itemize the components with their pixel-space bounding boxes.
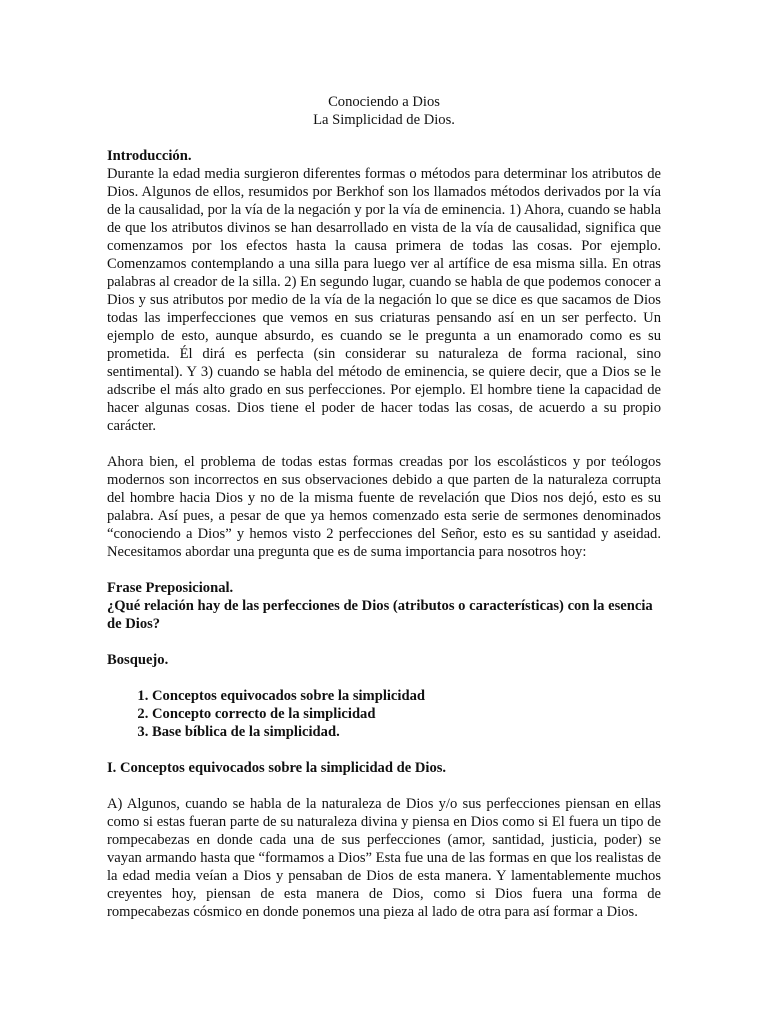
- frase-question: ¿Qué relación hay de las perfecciones de Dios (atributos o características) con la esencia de Dios?: [107, 598, 653, 632]
- section-1-heading: I. Conceptos equivocados sobre la simplicidad de Dios.: [107, 760, 447, 776]
- bosquejo-list: [107, 687, 661, 741]
- document-title: Conociendo a Dios: [328, 94, 440, 110]
- list-item: 2. Concepto correcto de la simplicidad: [152, 705, 661, 723]
- frase-heading: Frase Preposicional.: [107, 580, 234, 596]
- document-body: [107, 93, 661, 921]
- intro-paragraph-1: Durante la edad media surgieron diferentes formas o métodos para determinar los atributos de Dios. Algunos de ellos, resumidos por Berkhof son los llamados métodos derivados por la vía de la causalidad, por la vía de la negación y por la vía de eminencia. 1) Ahora, cuando se habla de que los atributos divinos se han desarrollado en vista de la vía de causalidad, significa que comenzamos por los efectos hasta la causa primera de todas las cosas. Por ejemplo. Comenzamos contemplando a una silla para luego ver al artífice de esa misma silla. En otras palabras al creador de la silla. 2) En segundo lugar, cuando se habla de que podemos conocer a Dios y sus atributos por medio de la vía de la negación lo que se dice es que sacamos de Dios todas las imperfecciones que vemos en sus criaturas pensando así en un ser perfecto. Un ejemplo de esto, aunque absurdo, es cuando se le pregunta a un enamorado como es su prometida. Él dirá es perfecta (sin considerar su naturaleza de forma racional, sino sentimental). Y 3) cuando se habla del método de eminencia, se quiere decir, que a Dios se le adscribe el más alto grado en sus perfecciones. Por ejemplo. El hombre tiene la capacidad de hacer algunas cosas. Dios tiene el poder de hacer todas las cosas, de acuerdo a su propio carácter.: [107, 166, 661, 434]
- bosquejo-heading: Bosquejo.: [107, 652, 169, 668]
- intro-paragraph-2: Ahora bien, el problema de todas estas formas creadas por los escolásticos y por teólogos modernos son incorrectos en sus observaciones debido a que parten de la naturaleza corrupta del hombre hacia Dios y no de la misma fuente de revelación que Dios nos dejó, esto es su palabra. Así pues, a pesar de que ya hemos comenzado esta serie de sermones denominados “conociendo a Dios” y hemos visto 2 perfecciones del Señor, esto es su santidad y aseidad. Necesitamos abordar una pregunta que es de suma importancia para nosotros hoy:: [107, 454, 661, 560]
- section-1-paragraph: A) Algunos, cuando se habla de la naturaleza de Dios y/o sus perfecciones piensan en ellas como si estas fueran parte de su naturaleza divina y piensa en Dios como si El fuera un tipo de rompecabezas en donde cada una de sus perfecciones (amor, santidad, justicia, poder) se vayan armando hasta que “formamos a Dios” Esta fue una de las formas en que los realistas de la edad media veían a Dios y pensaban de Dios de esta manera. Y lamentablemente muchos creyentes hoy, piensan de esta manera de Dios, como si Dios fuera una forma de rompecabezas cósmico en donde ponemos una pieza al lado de otra para así formar a Dios.: [107, 796, 661, 920]
- list-item: 3. Base bíblica de la simplicidad.: [152, 723, 661, 741]
- intro-heading: Introducción.: [107, 148, 192, 164]
- list-item: 1. Conceptos equivocados sobre la simplicidad: [152, 687, 661, 705]
- document-subtitle: La Simplicidad de Dios.: [313, 112, 455, 128]
